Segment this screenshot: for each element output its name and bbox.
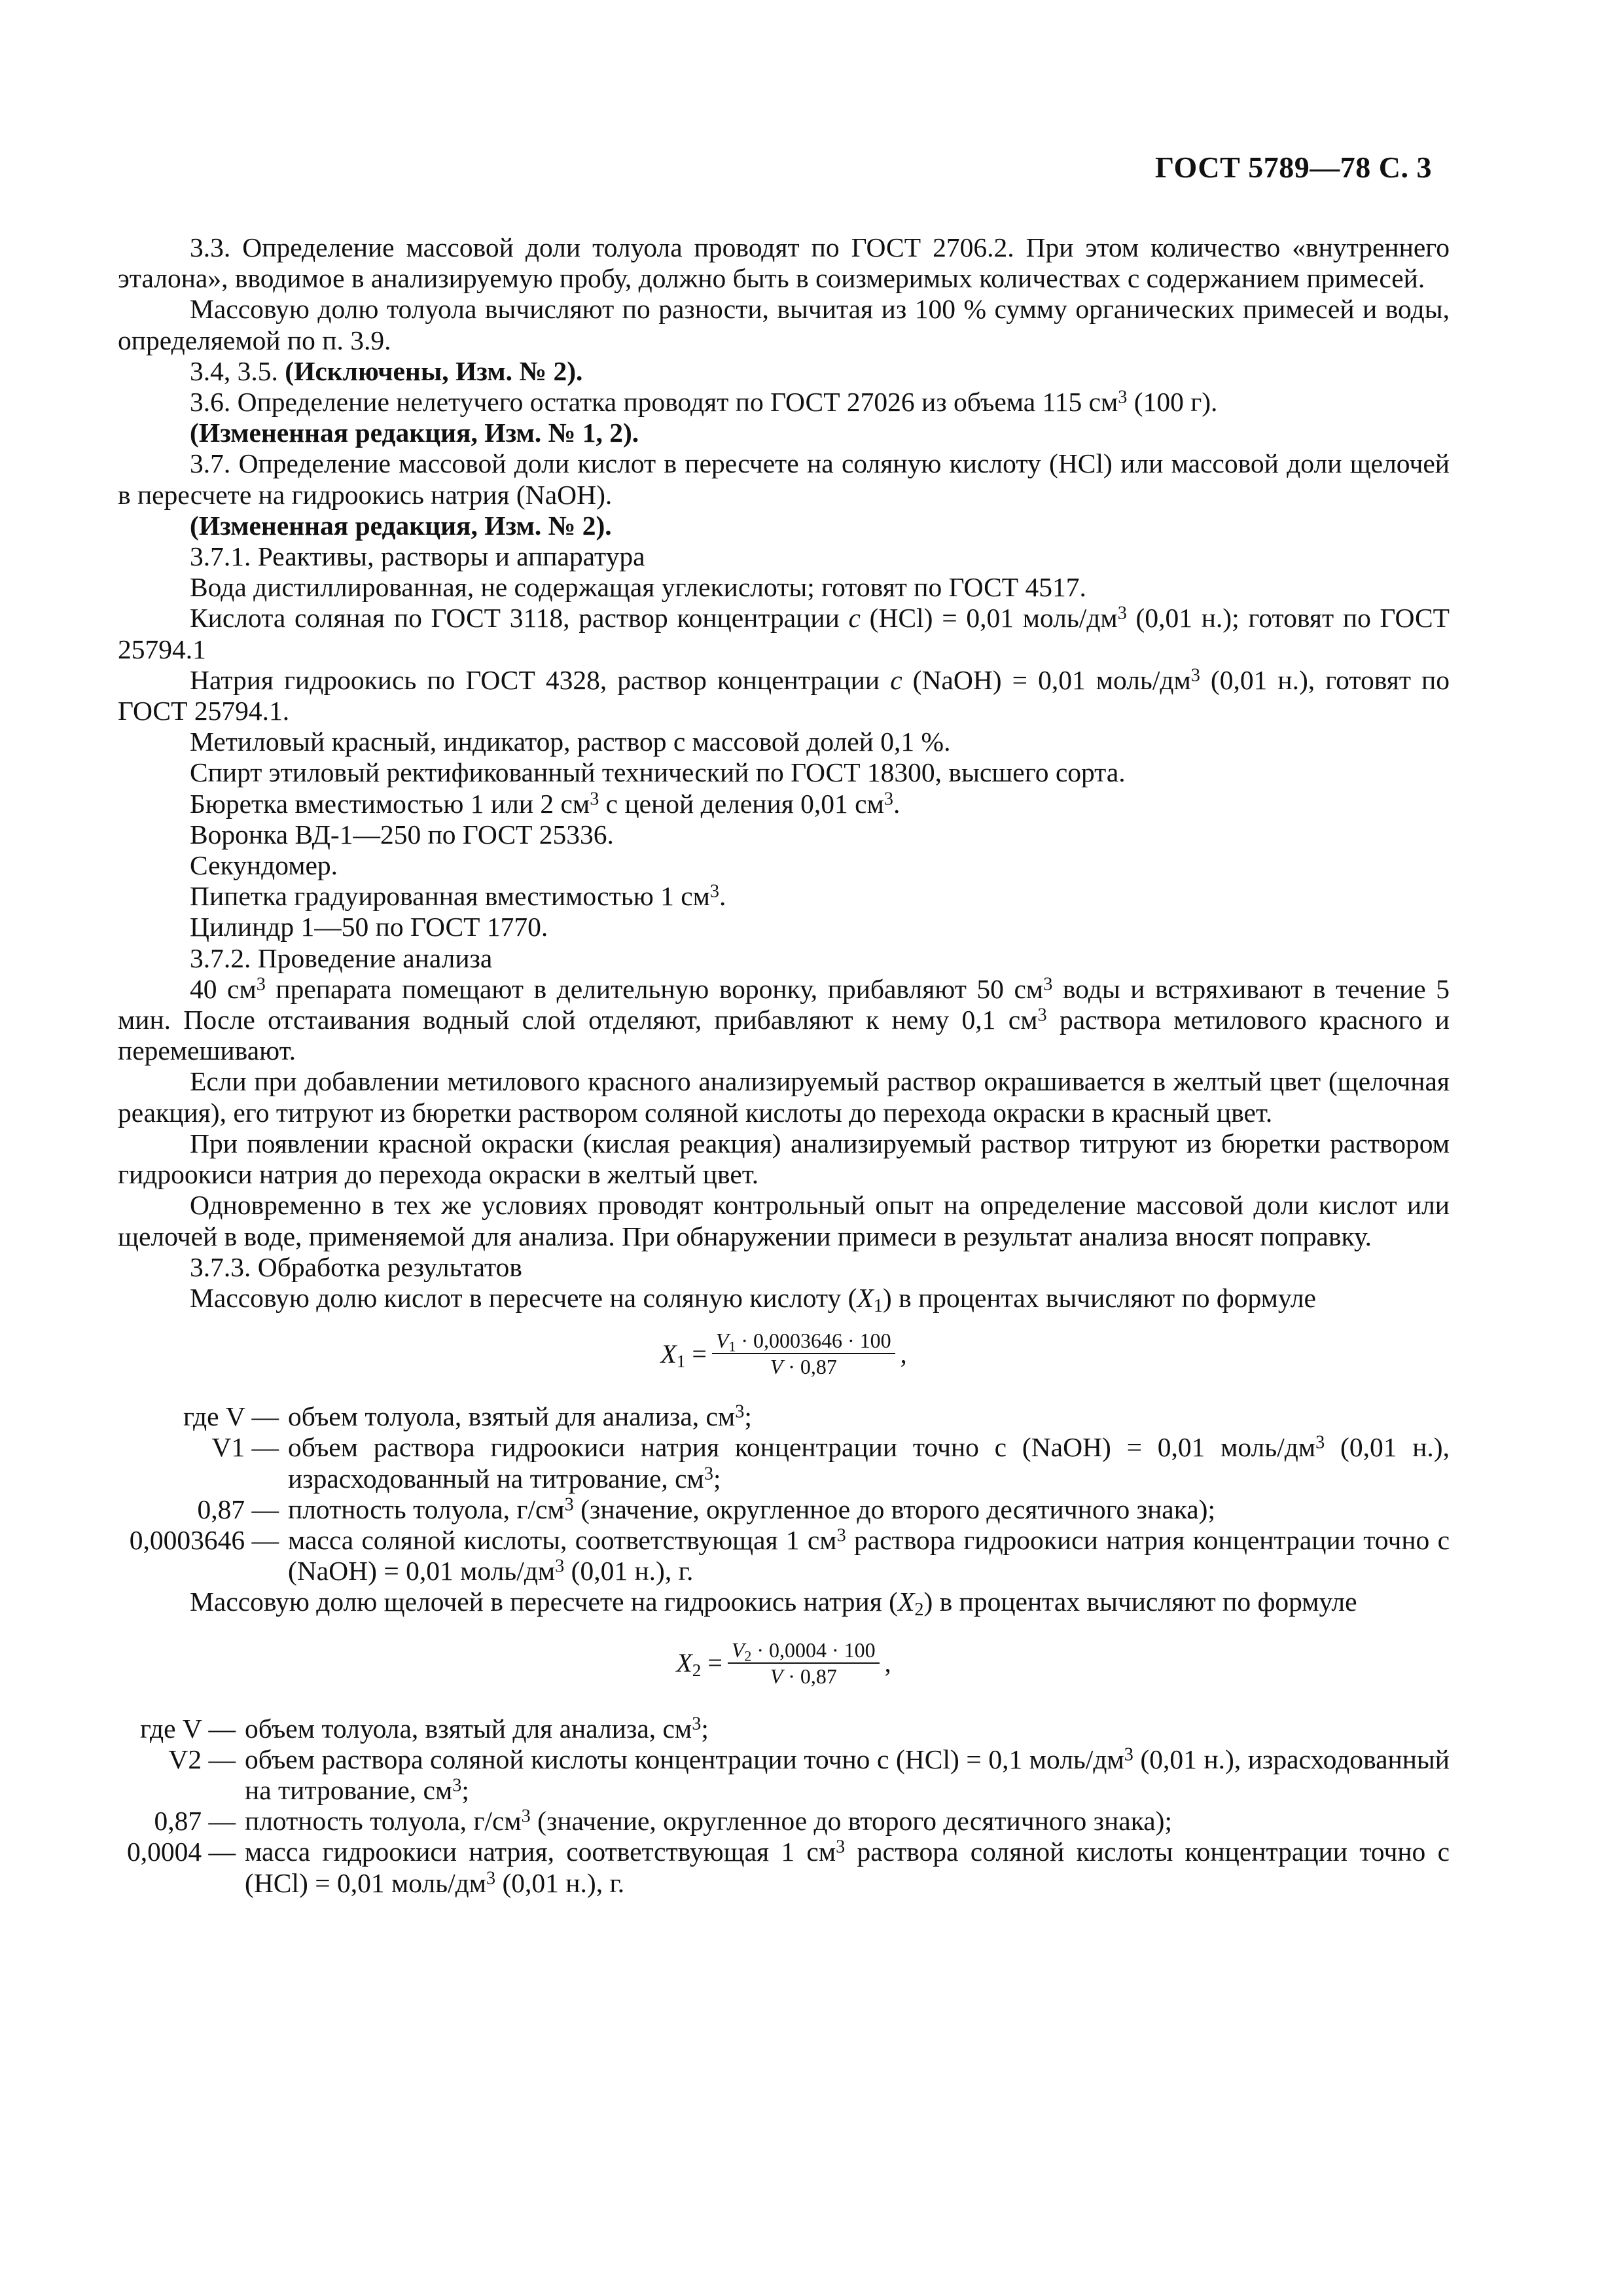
formula-x2-intro (118, 1587, 1450, 1621)
definition-text: (значение, округленное до второго десятичного знака); (530, 1806, 1173, 1837)
definition-text: объем толуола, взятый для анализа, см (245, 1713, 692, 1744)
definition-body (245, 1806, 1450, 1837)
analysis-text: раствора метилового красного и перемешивают. (118, 1005, 1450, 1066)
definition-term: V1 — (211, 1432, 279, 1463)
formula-x1-intro (118, 1283, 1450, 1314)
definitions-x1 (118, 1401, 1450, 1587)
definition-row (118, 1401, 1450, 1432)
apparatus-buret-tail: . (893, 788, 901, 819)
reagent-hcl-text: Кислота соляная по ГОСТ 3118, раствор концентрации (190, 603, 849, 634)
reagent-hcl-tail: (0,01 н.); готовят по ГОСТ 25794.1 (118, 603, 1450, 664)
revision-note-3-7: (Измененная редакция, Изм. № 2). (190, 510, 612, 541)
formula-lhs: $X_2$ = (676, 1647, 722, 1680)
reagent-naoh-conc: (NaOH) = 0,01 моль/дм (902, 664, 1191, 695)
superscript: 3 (1124, 1744, 1133, 1765)
reagent-hcl (118, 603, 1450, 664)
analysis-text: воды и встряхивают в течение 5 мин. После отстаивания водный слой отделяют, прибавляют к нему 0,1 см (118, 973, 1450, 1035)
definition-text: объем раствора соляной кислоты концентрации точно c (HCl) = 0,1 моль/дм (245, 1744, 1124, 1774)
superscript: 3 (883, 788, 893, 809)
superscript: 3 (1315, 1432, 1325, 1453)
section-3-7-2-heading: 3.7.2. Проведение анализа (190, 942, 493, 973)
superscript: 3 (590, 788, 599, 809)
superscript: 3 (709, 881, 719, 902)
definition-text: ; (713, 1463, 721, 1494)
paragraph-3-7: 3.7. Определение массовой доли кислот в пересчете на соляную кислоту (HCl) или массовой доли щелочей в пересчете на гидроокись натрия (NaOH). (118, 448, 1450, 510)
intro-text: ) в процентах вычисляют по формуле (882, 1282, 1316, 1313)
denominator (766, 1354, 841, 1379)
superscript: 3 (521, 1806, 531, 1827)
definition-body (245, 1744, 1450, 1806)
denominator (766, 1664, 841, 1689)
apparatus-pipette-tail: . (719, 881, 726, 912)
document-body (118, 232, 1450, 1899)
variable-c: c (890, 664, 902, 695)
definition-body (288, 1432, 1450, 1494)
paragraph-3-6-text: 3.6. Определение нелетучего остатка проводят по ГОСТ 27026 из объема 115 см (190, 387, 1118, 418)
fraction (728, 1638, 880, 1689)
definition-text: (0,01 н.), израсходованный на титрование, см (288, 1432, 1450, 1494)
intro-text: ) в процентах вычисляют по формуле (923, 1587, 1357, 1617)
clause-number: 3.4, 3.5. (190, 355, 285, 386)
apparatus-pipette (118, 881, 1450, 912)
definitions-x2 (118, 1713, 1450, 1899)
variable-x: X (857, 1282, 874, 1313)
superscript: 3 (836, 1837, 846, 1857)
subscript: 1 (676, 1351, 686, 1371)
superscript: 3 (1190, 665, 1200, 686)
superscript: 3 (692, 1713, 702, 1734)
definition-term: 0,0003646 — (129, 1524, 279, 1555)
superscript: 3 (452, 1775, 462, 1796)
definition-text: (0,01 н.), г. (495, 1867, 625, 1898)
variable-v: V (770, 1355, 783, 1379)
intro-text: Массовую долю щелочей в пересчете на гидроокись натрия ( (190, 1587, 898, 1617)
subscript: 1 (873, 1295, 883, 1316)
numerator-rest: · 0,0003646 · 100 (736, 1329, 891, 1353)
superscript: 3 (555, 1556, 565, 1577)
variable-v: V (715, 1329, 729, 1353)
subscript: 1 (728, 1338, 736, 1355)
analysis-step-3: При появлении красной окраски (кислая реакция) анализируемый раствор титруют из бюретки раствором гидроокиси натрия до перехода окраски в желтый цвет. (118, 1128, 1450, 1190)
paragraph-3-3: 3.3. Определение массовой доли толуола проводят по ГОСТ 2706.2. При этом количество «внутреннего эталона», вводимое в анализируемую пробу, должно быть в соизмеримых количествах с содержанием примесей. (118, 232, 1450, 294)
subscript: 2 (744, 1647, 752, 1664)
superscript: 3 (1043, 974, 1053, 995)
variable-x: X (676, 1647, 692, 1677)
definition-text: объем раствора гидроокиси натрия концентрации точно c (NaOH) = 0,01 моль/дм (288, 1432, 1316, 1463)
formula-x2 (118, 1624, 1450, 1702)
variable-x: X (660, 1338, 677, 1369)
formula-tail: , (884, 1647, 891, 1677)
definition-body (288, 1494, 1450, 1525)
definition-term: 0,87 — (197, 1494, 279, 1524)
definition-body (288, 1525, 1450, 1587)
apparatus-funnel: Воронка ВД-1—250 по ГОСТ 25336. (190, 819, 614, 850)
definition-term: где V — (183, 1401, 279, 1432)
excluded-note: (Исключены, Изм. № 2). (285, 355, 583, 386)
superscript: 3 (1117, 603, 1127, 624)
reagent-naoh (118, 665, 1450, 726)
paragraph-3-4-3-5 (118, 356, 1450, 387)
definition-text: раствора гидроокиси натрия концентрации точно c (NaOH) = 0,01 моль/дм (288, 1524, 1450, 1587)
definition-body (245, 1837, 1450, 1898)
definition-row (118, 1432, 1450, 1494)
formula-lhs: $X_1$ = (660, 1338, 707, 1371)
variable-c: c (848, 603, 861, 634)
analysis-step-2: Если при добавлении метилового красного анализируемый раствор окрашивается в желтый цвет (щелочная реакция), его титруют из бюретки раствором соляной кислоты до перехода окраски в красный цвет. (118, 1066, 1450, 1128)
subscript: 2 (914, 1600, 924, 1621)
definition-term: 0,87 — (154, 1806, 236, 1837)
apparatus-pipette-text: Пипетка градуированная вместимостью 1 см (190, 881, 710, 912)
variable-v: V (770, 1664, 783, 1688)
definition-text: плотность толуола, г/см (288, 1494, 565, 1524)
apparatus-buret-text: Бюретка вместимостью 1 или 2 см (190, 788, 590, 819)
definition-term: 0,0004 — (127, 1837, 236, 1867)
revision-note-3-6: (Измененная редакция, Изм. № 1, 2). (190, 418, 639, 448)
analysis-step-1 (118, 974, 1450, 1067)
superscript: 3 (704, 1463, 713, 1484)
superscript: 3 (564, 1494, 574, 1515)
definition-text: объем толуола, взятый для анализа, см (288, 1401, 736, 1432)
paragraph-3-6-tail: (100 г). (1127, 387, 1218, 418)
definition-row (118, 1837, 1450, 1898)
variable-v: V (731, 1638, 745, 1662)
apparatus-buret-division: с ценой деления 0,01 см (599, 788, 884, 819)
definition-text: ; (701, 1713, 709, 1744)
reagent-spirit: Спирт этиловый ректификованный технический по ГОСТ 18300, высшего сорта. (190, 757, 1126, 788)
definition-text: (значение, округленное до второго десятичного знака); (573, 1494, 1216, 1524)
analysis-text: препарата помещают в делительную воронку, прибавляют 50 см (265, 973, 1044, 1004)
superscript: 3 (1037, 1005, 1047, 1026)
superscript: 3 (735, 1401, 745, 1422)
analysis-text: 40 см (190, 973, 257, 1004)
formula-tail: , (900, 1338, 907, 1369)
formula-x1 (118, 1318, 1450, 1390)
denominator-rest: · 0,87 (783, 1355, 837, 1379)
apparatus-buret (118, 789, 1450, 819)
section-3-7-3-heading: 3.7.3. Обработка результатов (190, 1251, 522, 1282)
definition-term: V2 — (168, 1744, 236, 1774)
definition-text: масса соляной кислоты, соответствующая 1 см (288, 1524, 837, 1555)
definition-body (245, 1713, 1450, 1744)
apparatus-stopwatch: Секундомер. (190, 850, 338, 881)
numerator (728, 1638, 880, 1664)
reagent-naoh-text: Натрия гидроокись по ГОСТ 4328, раствор концентрации (190, 664, 891, 695)
definition-text: (0,01 н.), г. (564, 1556, 694, 1587)
superscript: 3 (486, 1867, 496, 1888)
definition-row (118, 1744, 1450, 1806)
definition-text: ; (744, 1401, 752, 1432)
reagent-naoh-tail: (0,01 н.), готовят по ГОСТ 25794.1. (118, 664, 1450, 726)
reagent-water: Вода дистиллированная, не содержащая углекислоты; готовят по ГОСТ 4517. (190, 572, 1086, 603)
analysis-step-4: Одновременно в тех же условиях проводят контрольный опыт на определение массовой доли кислот или щелочей в воде, применяемой для анализа. При обнаружении примеси в результат анализа вносят поправку. (118, 1190, 1450, 1251)
definition-body (288, 1401, 1450, 1432)
apparatus-cylinder: Цилиндр 1—50 по ГОСТ 1770. (190, 912, 548, 942)
subscript: 2 (692, 1660, 702, 1680)
variable-x: X (898, 1587, 915, 1617)
definition-text: (0,01 н.), израсходованный на титрование, см (245, 1744, 1450, 1805)
intro-text: Массовую долю кислот в пересчете на соляную кислоту ( (190, 1282, 857, 1313)
denominator-rest: · 0,87 (783, 1664, 837, 1688)
reagent-methyl-red: Метиловый красный, индикатор, раствор с массовой долей 0,1 %. (190, 726, 951, 757)
definition-row (118, 1494, 1450, 1525)
superscript: 3 (256, 974, 266, 995)
superscript: 3 (1118, 387, 1128, 408)
paragraph-3-3-continued: Массовую долю толуола вычисляют по разности, вычитая из 100 % сумму органических примесей и воды, определяемой по п. 3.9. (118, 294, 1450, 355)
superscript: 3 (836, 1525, 846, 1546)
page-header: ГОСТ 5789—78 С. 3 (1154, 151, 1432, 184)
definition-text: масса гидроокиси натрия, соответствующая 1 см (245, 1837, 836, 1867)
paragraph-3-6 (118, 387, 1450, 418)
fraction (712, 1328, 895, 1379)
definition-text: ; (461, 1774, 469, 1805)
definition-row (118, 1713, 1450, 1744)
definition-text: плотность толуола, г/см (245, 1806, 522, 1837)
definition-row (118, 1806, 1450, 1837)
numerator (712, 1328, 895, 1354)
definition-text: раствора соляной кислоты концентрации точно c (HCl) = 0,01 моль/дм (245, 1837, 1450, 1898)
numerator-rest: · 0,0004 · 100 (751, 1638, 876, 1662)
section-3-7-1-heading: 3.7.1. Реактивы, растворы и аппаратура (190, 541, 645, 572)
reagent-hcl-conc: (HCl) = 0,01 моль/дм (860, 603, 1118, 634)
definition-row (118, 1525, 1450, 1587)
definition-term: где V — (140, 1713, 236, 1744)
